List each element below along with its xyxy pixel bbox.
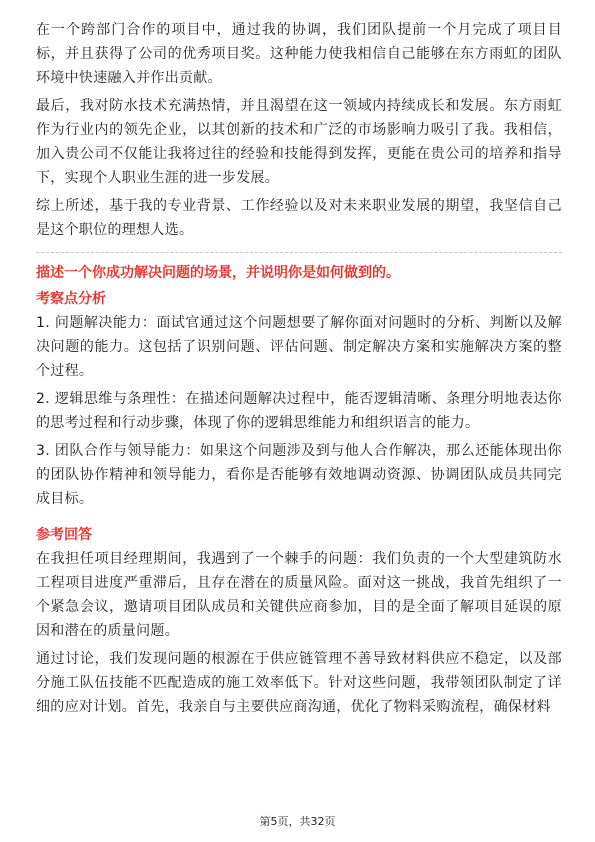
analysis-item-2: 2. 逻辑思维与条理性：在描述问题解决过程中，能否逻辑清晰、条理分明地表达你的思考过程和行动步骤，体现了你的逻辑思维能力和组织语言的能力。 [36,391,562,431]
page-content [36,18,562,723]
page-number-footer: 第5页，共32页 [259,815,336,828]
analysis-heading: 考察点分析 [36,291,106,307]
reference-paragraph-1: 在我担任项目经理期间，我遇到了一个棘手的问题：我们负责的一个大型建筑防水工程项目进度严重滞后，且存在潜在的质量风险。面对这一挑战，我首先组织了一个紧急会议，邀请项目团队成员和关键供应商参加，目的是全面了解项目延误的原因和潜在的质量问题。 [36,551,562,639]
paragraph-passion-waterproofing: 最后，我对防水技术充满热情，并且渴望在这一领域内持续成长和发展。东方雨虹作为行业内的领先企业，以其创新的技术和广泛的市场影响力吸引了我。我相信，加入贵公司不仅能让我将过往的经验和技能得到发挥，更能在贵公司的培养和指导下，实现个人职业生涯的进一步发展。 [36,98,562,186]
reference-paragraph-2: 通过讨论，我们发现问题的根源在于供应链管理不善导致材料供应不稳定，以及部分施工队伍技能不匹配造成的施工效率低下。针对这些问题，我带领团队制定了详细的应对计划。首先，我亲自与主要供应商沟通，优化了物料采购流程，确保材料 [36,651,562,715]
analysis-item-3: 3. 团队合作与领导能力：如果这个问题涉及到与他人合作解决，那么还能体现出你的团队协作精神和领导能力，看你是否能够有效地调动资源、协调团队成员共同完成目标。 [36,443,562,507]
analysis-item-1: 1. 问题解决能力：面试官通过这个问题想要了解你面对问题时的分析、判断以及解决问题的能力。这包括了识别问题、评估问题、制定解决方案和实施解决方案的整个过程。 [36,315,562,379]
reference-heading: 参考回答 [36,527,92,543]
paragraph-conclusion: 综上所述，基于我的专业背景、工作经验以及对未来职业发展的期望，我坚信自己是这个职位的理想人选。 [36,198,562,238]
paragraph-project-coordination: 在一个跨部门合作的项目中，通过我的协调，我们团队提前一个月完成了项目目标，并且获得了公司的优秀项目奖。这种能力使我相信自己能够在东方雨虹的团队环境中快速融入并作出贡献。 [36,22,562,86]
section-divider [36,252,562,253]
interview-question: 描述一个你成功解决问题的场景，并说明你是如何做到的。 [36,265,400,281]
spacer [36,515,562,523]
